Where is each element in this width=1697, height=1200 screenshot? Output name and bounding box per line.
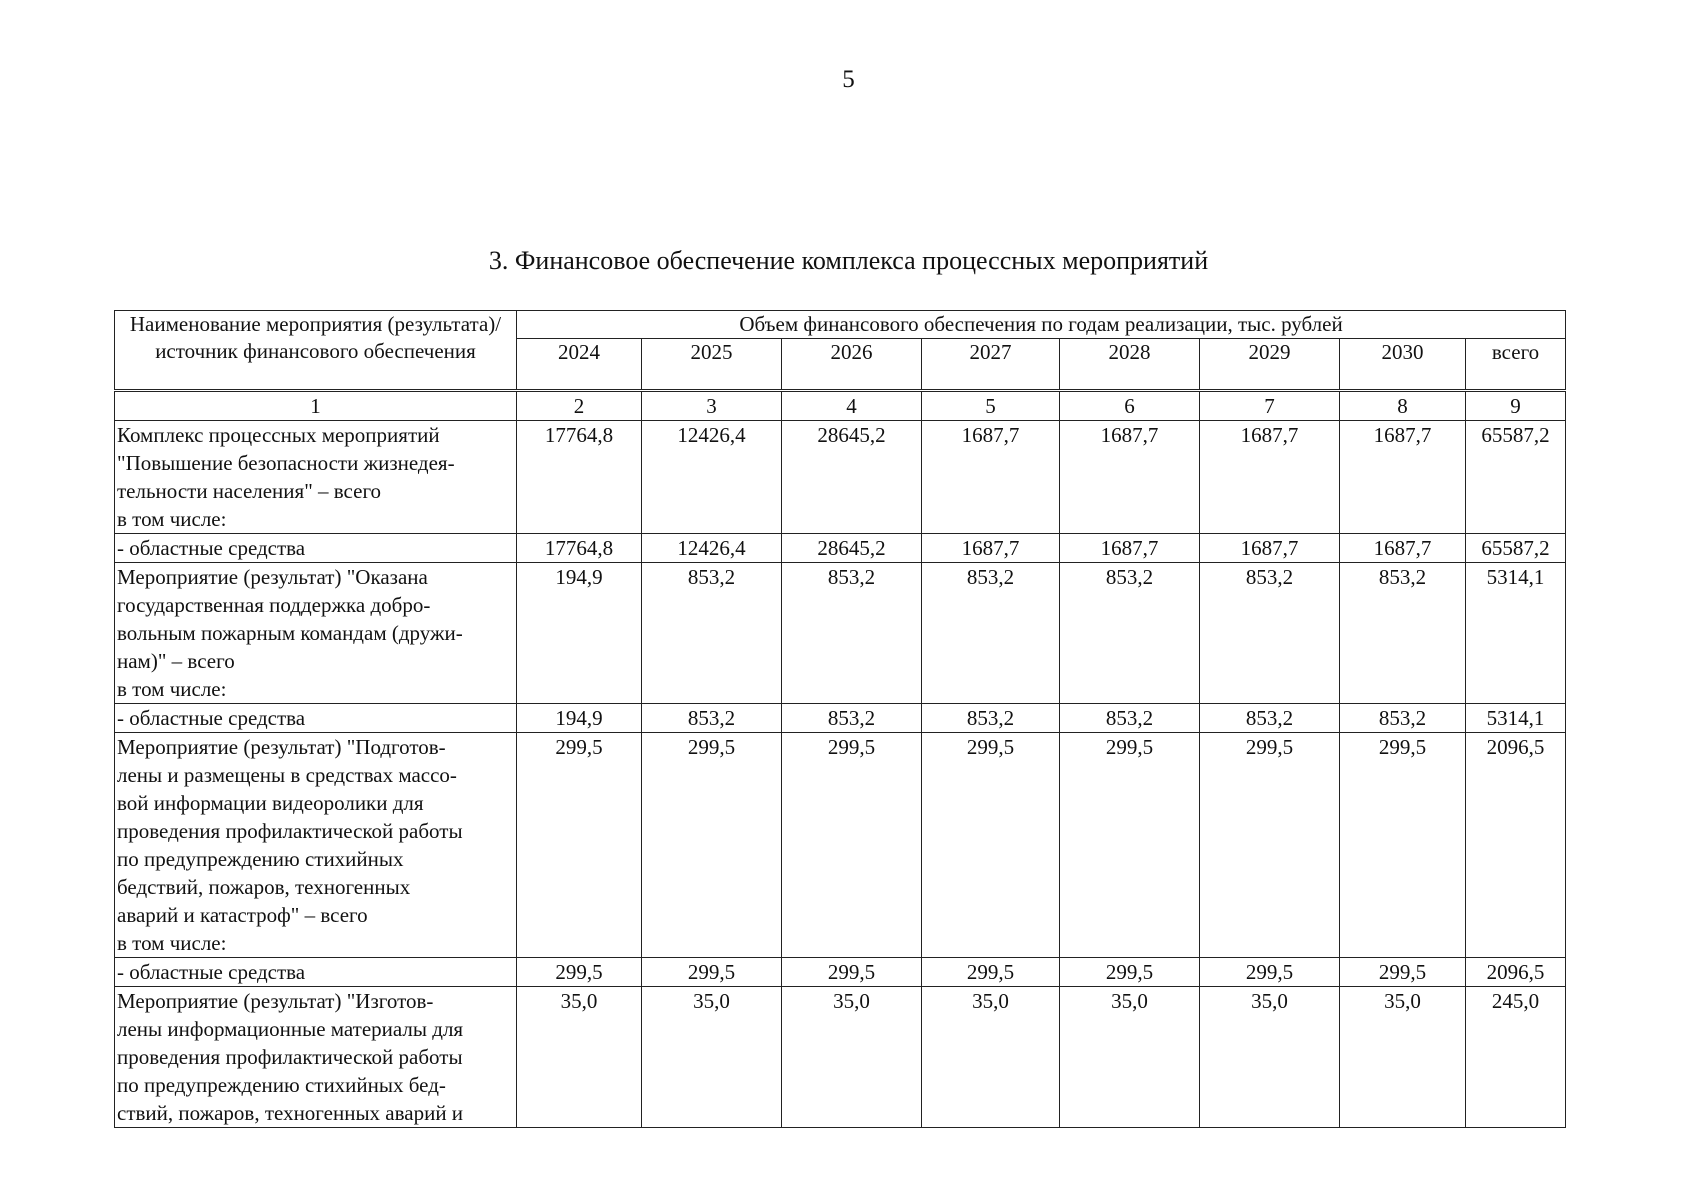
value-cell: 299,5 [1200, 958, 1340, 987]
value-cell: 35,0 [922, 987, 1060, 1128]
value-cell: 1687,7 [922, 421, 1060, 534]
value-cell: 853,2 [1340, 704, 1466, 733]
value-cell: 35,0 [642, 987, 782, 1128]
table-row [115, 421, 1566, 534]
value-cell: 299,5 [1340, 733, 1466, 958]
row-name-line: нам)" – всего [117, 649, 235, 673]
row-name-cell [115, 733, 517, 958]
column-number-cell: 6 [1060, 391, 1200, 421]
value-cell: 35,0 [1340, 987, 1466, 1128]
row-name-line: в том числе: [117, 931, 227, 955]
value-cell: 299,5 [517, 733, 642, 958]
value-cell: 1687,7 [922, 534, 1060, 563]
table-row [115, 563, 1566, 704]
row-name-line: Мероприятие (результат) "Оказана [117, 565, 428, 589]
value-cell: 853,2 [922, 563, 1060, 704]
value-cell: 2096,5 [1466, 958, 1566, 987]
value-cell: 35,0 [517, 987, 642, 1128]
value-cell: 5314,1 [1466, 563, 1566, 704]
table-row [115, 704, 1566, 733]
column-number-cell: 1 [115, 391, 517, 421]
row-name-line: проведения профилактической работы [117, 819, 463, 843]
value-cell: 1687,7 [1060, 421, 1200, 534]
value-cell: 28645,2 [782, 534, 922, 563]
row-name-line: бедствий, пожаров, техногенных [117, 875, 411, 899]
value-cell: 853,2 [1200, 563, 1340, 704]
row-name-line: государственная поддержка добро- [117, 593, 431, 617]
value-cell: 299,5 [782, 958, 922, 987]
row-name-line: тельности населения" – всего [117, 479, 382, 503]
row-name-cell [115, 704, 517, 733]
value-cell: 853,2 [922, 704, 1060, 733]
value-cell: 12426,4 [642, 421, 782, 534]
value-cell: 853,2 [1060, 563, 1200, 704]
table-row [115, 733, 1566, 958]
value-cell: 17764,8 [517, 534, 642, 563]
column-number-cell: 2 [517, 391, 642, 421]
column-number-cell: 8 [1340, 391, 1466, 421]
row-name-cell [115, 958, 517, 987]
row-name-line: по предупреждению стихийных бед- [117, 1073, 446, 1097]
table-row [115, 534, 1566, 563]
row-name-line: "Повышение безопасности жизнедея- [117, 451, 455, 475]
value-cell: 853,2 [1340, 563, 1466, 704]
column-number-cell: 3 [642, 391, 782, 421]
value-cell: 299,5 [642, 733, 782, 958]
value-cell: 65587,2 [1466, 421, 1566, 534]
table-row [115, 987, 1566, 1128]
value-cell: 853,2 [642, 563, 782, 704]
page-number: 5 [842, 66, 855, 93]
row-name-line: лены информационные материалы для [117, 1017, 464, 1041]
value-cell: 245,0 [1466, 987, 1566, 1128]
row-name-line: в том числе: [117, 677, 227, 701]
column-number-cell: 4 [782, 391, 922, 421]
value-cell: 1687,7 [1340, 421, 1466, 534]
financing-table [114, 310, 1566, 1128]
value-cell: 28645,2 [782, 421, 922, 534]
value-cell: 853,2 [642, 704, 782, 733]
value-cell: 299,5 [922, 958, 1060, 987]
row-name-cell [115, 987, 517, 1128]
row-name-line: - областные средства [117, 960, 306, 984]
value-cell: 194,9 [517, 563, 642, 704]
value-cell: 35,0 [1060, 987, 1200, 1128]
row-name-cell [115, 563, 517, 704]
header-year-cell: 2025 [642, 339, 782, 391]
value-cell: 299,5 [642, 958, 782, 987]
value-cell: 1687,7 [1340, 534, 1466, 563]
column-numbers-row [115, 391, 1566, 421]
value-cell: 299,5 [1200, 733, 1340, 958]
value-cell: 12426,4 [642, 534, 782, 563]
value-cell: 194,9 [517, 704, 642, 733]
value-cell: 853,2 [1200, 704, 1340, 733]
value-cell: 853,2 [1060, 704, 1200, 733]
table-row [115, 958, 1566, 987]
header-year-cell: 2030 [1340, 339, 1466, 391]
header-year-cell: всего [1466, 339, 1566, 391]
value-cell: 65587,2 [1466, 534, 1566, 563]
row-name-line: Комплекс процессных мероприятий [117, 423, 440, 447]
header-year-cell: 2027 [922, 339, 1060, 391]
row-name-line: проведения профилактической работы [117, 1045, 463, 1069]
value-cell: 299,5 [517, 958, 642, 987]
row-name-line: Мероприятие (результат) "Изготов- [117, 989, 434, 1013]
value-cell: 299,5 [922, 733, 1060, 958]
value-cell: 17764,8 [517, 421, 642, 534]
value-cell: 299,5 [1060, 958, 1200, 987]
value-cell: 299,5 [782, 733, 922, 958]
header-row-group [115, 311, 1566, 339]
value-cell: 35,0 [782, 987, 922, 1128]
value-cell: 1687,7 [1200, 421, 1340, 534]
column-number-cell: 5 [922, 391, 1060, 421]
row-name-line: аварий и катастроф" – всего [117, 903, 368, 927]
row-name-line: - областные средства [117, 706, 306, 730]
row-name-line: лены и размещены в средствах массо- [117, 763, 457, 787]
value-cell: 853,2 [782, 704, 922, 733]
row-name-line: - областные средства [117, 536, 306, 560]
header-year-cell: 2024 [517, 339, 642, 391]
value-cell: 853,2 [782, 563, 922, 704]
value-cell: 299,5 [1340, 958, 1466, 987]
header-year-cell: 2026 [782, 339, 922, 391]
header-year-cell: 2028 [1060, 339, 1200, 391]
row-name-line: ствий, пожаров, техногенных аварий и [117, 1101, 464, 1125]
row-name-line: по предупреждению стихийных [117, 847, 404, 871]
column-number-cell: 9 [1466, 391, 1566, 421]
section-title: 3. Финансовое обеспечение комплекса процессных мероприятий [488, 246, 1209, 275]
header-name-cell: Наименование мероприятия (результата)/ источник финансового обеспечения [115, 311, 517, 391]
value-cell: 1687,7 [1060, 534, 1200, 563]
header-group-cell: Объем финансового обеспечения по годам реализации, тыс. рублей [517, 311, 1566, 339]
row-name-line: вой информации видеоролики для [117, 791, 424, 815]
column-number-cell: 7 [1200, 391, 1340, 421]
row-name-line: в том числе: [117, 507, 227, 531]
value-cell: 2096,5 [1466, 733, 1566, 958]
value-cell: 5314,1 [1466, 704, 1566, 733]
header-year-cell: 2029 [1200, 339, 1340, 391]
row-name-line: вольным пожарным командам (дружи- [117, 621, 463, 645]
value-cell: 299,5 [1060, 733, 1200, 958]
row-name-cell [115, 534, 517, 563]
value-cell: 1687,7 [1200, 534, 1340, 563]
value-cell: 35,0 [1200, 987, 1340, 1128]
row-name-cell [115, 421, 517, 534]
row-name-line: Мероприятие (результат) "Подготов- [117, 735, 446, 759]
